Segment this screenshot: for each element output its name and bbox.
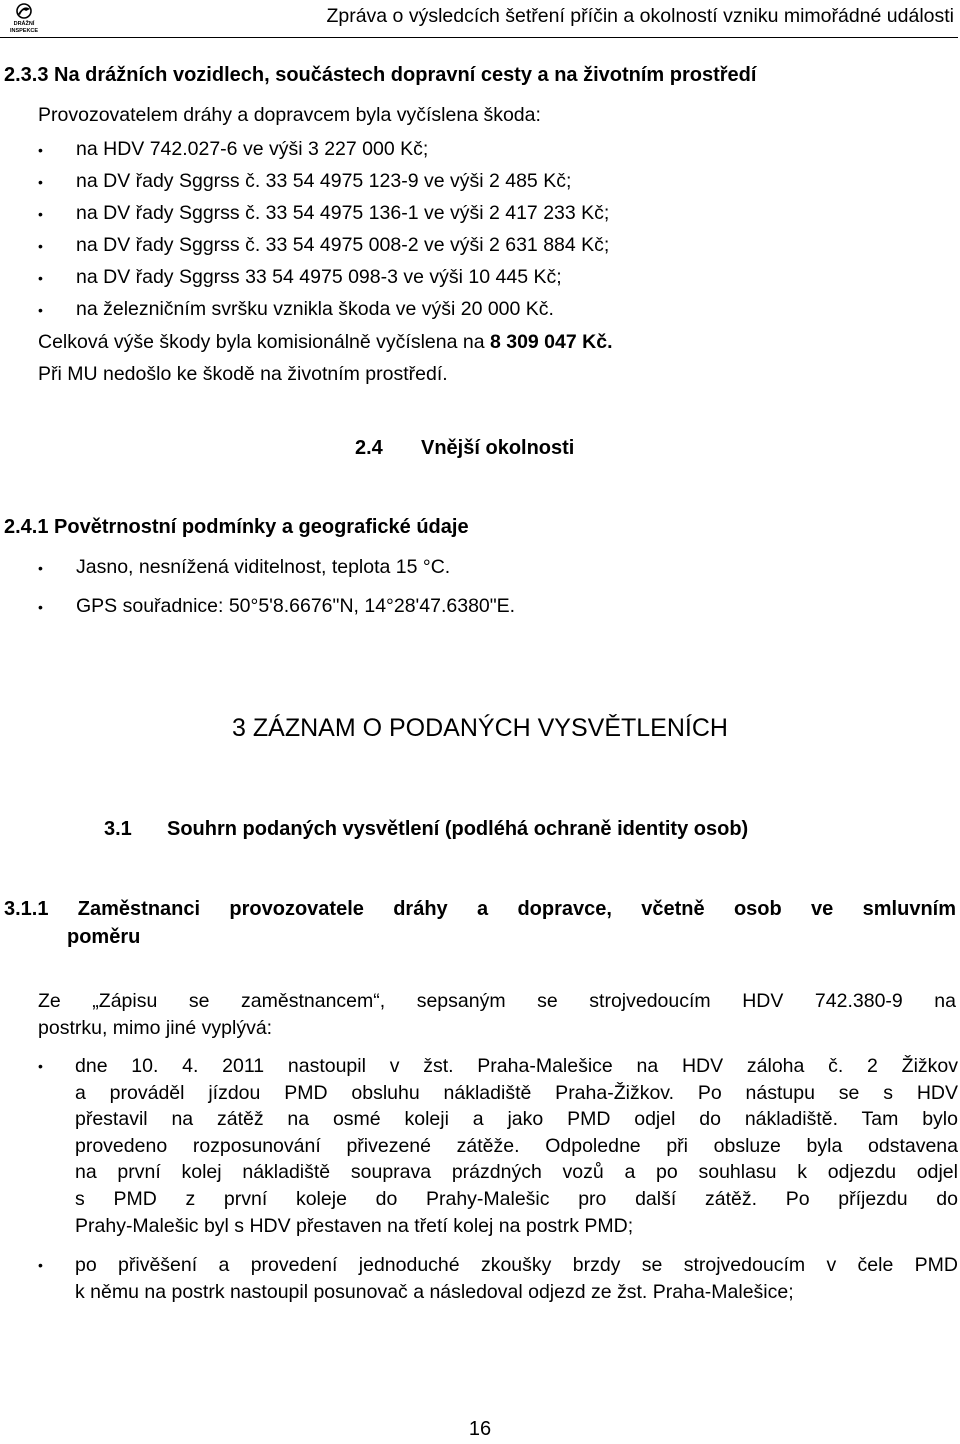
interview-intro xyxy=(38,988,956,1041)
paragraph-line: s PMD z první koleje do Prahy-Malešic pro další zátěž. Po příjezdu do xyxy=(75,1187,958,1210)
header-title: Zpráva o výsledcích šetření příčin a okolností vzniku mimořádné události xyxy=(326,5,954,27)
damage-intro: Provozovatelem dráhy a dopravcem byla vyčíslena škoda: xyxy=(38,104,541,126)
list-item-text: na železničním svršku vznikla škoda ve výši 20 000 Kč. xyxy=(76,298,554,320)
svg-text:INSPEKCE: INSPEKCE xyxy=(9,28,39,34)
bullet-icon: • xyxy=(38,599,43,615)
list-item-text: na HDV 742.027-6 ve výši 3 227 000 Kč; xyxy=(76,138,429,160)
list-item-text: na DV řady Sggrss č. 33 54 4975 008-2 ve výši 2 631 884 Kč; xyxy=(76,234,610,256)
weather-text: Jasno, nesnížená viditelnost, teplota 15 °C. xyxy=(76,556,451,578)
list-item xyxy=(38,138,938,164)
heading-line: 3.1.1 Zaměstnanci provozovatele dráhy a dopravce, včetně osob ve smluvním xyxy=(4,898,956,920)
page-number: 16 xyxy=(468,1418,492,1440)
paragraph-line: a prováděl jízdou PMD obsluhu nákladiště Praha-Žižkov. Po nástupu se s HDV xyxy=(75,1081,958,1104)
total-damage xyxy=(38,331,612,354)
list-item xyxy=(38,298,938,324)
list-item-text: na DV řady Sggrss č. 33 54 4975 136-1 ve výši 2 417 233 Kč; xyxy=(76,202,610,224)
bullet-icon: • xyxy=(38,560,43,576)
list-item xyxy=(38,234,938,260)
section-2-3-3-heading: 2.3.3 Na drážních vozidlech, součástech dopravní cesty a na životním prostředí xyxy=(4,64,757,86)
bullet-icon: • xyxy=(38,302,43,318)
paragraph-line: Prahy-Malešic byl s HDV přestaven na třetí kolej na postrk PMD; xyxy=(75,1214,634,1237)
section-3-1-1-heading xyxy=(4,898,956,921)
paragraph-line: k němu na postrk nastoupil posunovač a následoval odjezd ze žst. Praha-Malešice; xyxy=(75,1280,794,1303)
bullet-icon: • xyxy=(38,1257,43,1273)
header-divider xyxy=(0,37,958,38)
section-3-1-number: 3.1 xyxy=(104,818,132,840)
list-item xyxy=(38,556,938,582)
statement-paragraph-1 xyxy=(75,1053,958,1239)
paragraph-line: postrku, mimo jiné vyplývá: xyxy=(38,1016,273,1039)
list-item xyxy=(38,1252,958,1308)
statement-paragraph-2 xyxy=(75,1252,958,1305)
chapter-3-title: 3 ZÁZNAM O PODANÝCH VYSVĚTLENÍCH xyxy=(232,714,728,742)
list-item xyxy=(38,595,938,621)
list-item-text: na DV řady Sggrss č. 33 54 4975 123-9 ve výši 2 485 Kč; xyxy=(76,170,572,192)
list-item xyxy=(38,1053,958,1243)
bullet-icon: • xyxy=(38,238,43,254)
bullet-icon: • xyxy=(38,206,43,222)
bullet-icon: • xyxy=(38,270,43,286)
bullet-icon: • xyxy=(38,1058,43,1074)
paragraph-line: přestavil na zátěž na osmé koleji a jako PMD odjel do nákladiště. Tam bylo xyxy=(75,1108,958,1131)
environment-note: Při MU nedošlo ke škodě na životním prostředí. xyxy=(38,363,448,385)
paragraph-line: po přivěšení a provedení jednoduché zkoušky brzdy se strojvedoucím v čele PMD xyxy=(75,1254,958,1276)
list-item xyxy=(38,202,938,228)
gps-text: GPS souřadnice: 50°5'8.6676"N, 14°28'47.6380"E. xyxy=(76,595,516,617)
list-item-text: na DV řady Sggrss 33 54 4975 098-3 ve výši 10 445 Kč; xyxy=(76,266,562,288)
svg-text:DRÁŽNÍ: DRÁŽNÍ xyxy=(13,21,35,27)
paragraph-line: provedeno rozposunování přivezené zátěže. Odpoledne při obsluze byla odstavena xyxy=(75,1134,958,1157)
section-3-1-title: Souhrn podaných vysvětlení (podléhá ochraně identity osob) xyxy=(167,818,749,840)
paragraph-line: dne 10. 4. 2011 nastoupil v žst. Praha-Malešice na HDV záloha č. 2 Žižkov xyxy=(75,1055,958,1077)
total-damage-label: Celková výše škody byla komisionálně vyčíslena na xyxy=(38,331,490,353)
section-2-4-1-heading: 2.4.1 Povětrnostní podmínky a geografické údaje xyxy=(4,516,469,538)
section-2-4-title: Vnější okolnosti xyxy=(421,437,575,459)
list-item xyxy=(38,266,938,292)
section-3-1-1-heading-cont: poměru xyxy=(67,926,141,948)
drazni-inspekce-logo-icon xyxy=(4,2,44,34)
bullet-icon: • xyxy=(38,174,43,190)
paragraph-line: Ze „Zápisu se zaměstnancem“, sepsaným se strojvedoucím HDV 742.380-9 na xyxy=(38,990,956,1012)
bullet-icon: • xyxy=(38,142,43,158)
section-2-4-number: 2.4 xyxy=(355,437,383,459)
paragraph-line: na první kolej nákladiště souprava prázdných vozů a po souhlasu k odjezdu odjel xyxy=(75,1161,958,1184)
total-damage-value: 8 309 047 Kč. xyxy=(489,331,613,353)
list-item xyxy=(38,170,938,196)
